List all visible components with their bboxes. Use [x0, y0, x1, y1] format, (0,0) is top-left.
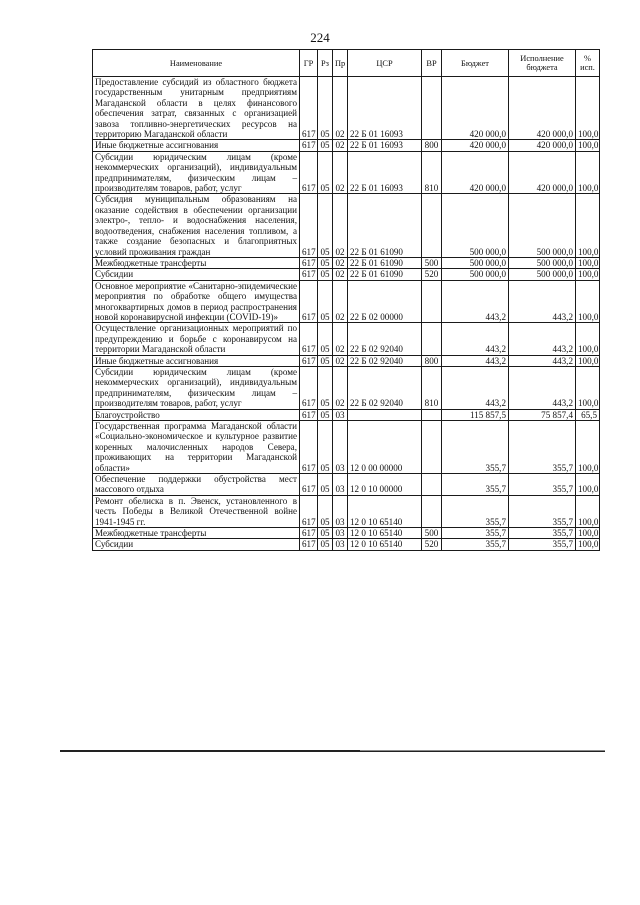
cell-name: Межбюджетные трансферты	[93, 528, 300, 539]
cell-csr: 12 0 10 65140	[348, 539, 422, 550]
cell-vr	[422, 77, 442, 140]
cell-rz: 05	[318, 421, 333, 474]
cell-budget: 420 000,0	[442, 140, 509, 151]
cell-rz: 05	[318, 495, 333, 527]
cell-percent: 100,0	[576, 257, 600, 268]
cell-percent: 100,0	[576, 151, 600, 194]
cell-vr: 810	[422, 151, 442, 194]
cell-vr: 520	[422, 269, 442, 280]
cell-pr: 03	[333, 421, 348, 474]
cell-vr: 800	[422, 355, 442, 366]
page-number: 224	[310, 30, 330, 45]
cell-percent: 100,0	[576, 280, 600, 323]
cell-pr: 03	[333, 539, 348, 550]
cell-pr: 03	[333, 474, 348, 496]
table-row	[93, 323, 600, 355]
cell-pr: 02	[333, 194, 348, 257]
cell-csr: 22 Б 01 16093	[348, 140, 422, 151]
cell-budget: 443,2	[442, 355, 509, 366]
cell-pr: 02	[333, 323, 348, 355]
cell-percent: 100,0	[576, 323, 600, 355]
cell-execution: 443,2	[509, 355, 576, 366]
table-row	[93, 269, 600, 280]
cell-gr: 617	[300, 495, 318, 527]
cell-vr	[422, 495, 442, 527]
cell-vr: 500	[422, 257, 442, 268]
cell-percent: 100,0	[576, 355, 600, 366]
cell-execution: 355,7	[509, 495, 576, 527]
table-row	[93, 77, 600, 140]
cell-budget: 355,7	[442, 474, 509, 496]
cell-vr	[422, 474, 442, 496]
cell-vr	[422, 421, 442, 474]
cell-budget: 115 857,5	[442, 409, 509, 420]
cell-rz: 05	[318, 280, 333, 323]
cell-gr: 617	[300, 77, 318, 140]
table-row	[93, 409, 600, 420]
header-gr: ГР	[300, 50, 318, 77]
cell-percent: 100,0	[576, 366, 600, 409]
cell-rz: 05	[318, 151, 333, 194]
cell-budget: 443,2	[442, 323, 509, 355]
cell-percent: 100,0	[576, 140, 600, 151]
cell-budget: 355,7	[442, 495, 509, 527]
cell-name: Межбюджетные трансферты	[93, 257, 300, 268]
cell-gr: 617	[300, 323, 318, 355]
cell-budget: 500 000,0	[442, 257, 509, 268]
cell-percent: 100,0	[576, 421, 600, 474]
cell-name: Осуществление организационных мероприятий по предупреждению и борьбе с коронавирусом на территории Магаданской области	[93, 323, 300, 355]
cell-gr: 617	[300, 421, 318, 474]
cell-name: Ремонт обелиска в п. Эвенск, установленного в честь Победы в Великой Отечественной войне 1941-1945 гг.	[93, 495, 300, 527]
cell-vr: 520	[422, 539, 442, 550]
cell-execution: 500 000,0	[509, 194, 576, 257]
header-percent: % исп.	[576, 50, 600, 77]
cell-percent: 100,0	[576, 528, 600, 539]
cell-pr: 03	[333, 409, 348, 420]
cell-csr	[348, 409, 422, 420]
cell-name: Субсидия муниципальным образованиям на оказание содействия в обеспечении организации электро-, тепло- и водоснабжения населения, водоотведения, снабжения населения топливом, а также создание безопасных и благоприятных условий проживания граждан	[93, 194, 300, 257]
cell-pr: 02	[333, 151, 348, 194]
cell-name: Предоставление субсидий из областного бюджета государственным унитарным предприятиям Магаданской области в целях финансового обеспечения затрат, связанных с организацией завоза топливно-энергетических ресурсов на территорию Магаданской области	[93, 77, 300, 140]
header-csr: ЦСР	[348, 50, 422, 77]
cell-rz: 05	[318, 140, 333, 151]
cell-budget: 500 000,0	[442, 194, 509, 257]
table-row	[93, 257, 600, 268]
cell-csr: 22 Б 02 92040	[348, 366, 422, 409]
cell-csr: 22 Б 01 61090	[348, 257, 422, 268]
table-row	[93, 151, 600, 194]
cell-gr: 617	[300, 194, 318, 257]
cell-gr: 617	[300, 280, 318, 323]
cell-pr: 02	[333, 140, 348, 151]
cell-csr: 22 Б 01 61090	[348, 194, 422, 257]
cell-pr: 03	[333, 528, 348, 539]
cell-gr: 617	[300, 151, 318, 194]
cell-gr: 617	[300, 355, 318, 366]
table-row	[93, 366, 600, 409]
cell-name: Иные бюджетные ассигнования	[93, 140, 300, 151]
cell-rz: 05	[318, 409, 333, 420]
cell-execution: 420 000,0	[509, 77, 576, 140]
table-row	[93, 421, 600, 474]
header-execution: Исполнение бюджета	[509, 50, 576, 77]
cell-budget: 420 000,0	[442, 151, 509, 194]
header-vr: ВР	[422, 50, 442, 77]
cell-gr: 617	[300, 528, 318, 539]
cell-pr: 03	[333, 495, 348, 527]
cell-rz: 05	[318, 257, 333, 268]
cell-execution: 75 857,4	[509, 409, 576, 420]
cell-name: Иные бюджетные ассигнования	[93, 355, 300, 366]
cell-name: Субсидии	[93, 269, 300, 280]
cell-pr: 02	[333, 77, 348, 140]
cell-execution: 355,7	[509, 421, 576, 474]
cell-gr: 617	[300, 269, 318, 280]
cell-pr: 02	[333, 257, 348, 268]
cell-percent: 100,0	[576, 474, 600, 496]
cell-rz: 05	[318, 269, 333, 280]
cell-rz: 05	[318, 323, 333, 355]
cell-budget: 355,7	[442, 528, 509, 539]
cell-vr	[422, 323, 442, 355]
cell-csr: 22 Б 01 61090	[348, 269, 422, 280]
cell-gr: 617	[300, 474, 318, 496]
cell-name: Основное мероприятие «Санитарно-эпидемические мероприятия по обработке общего имущества многоквартирных домов в период распространения новой коронавирусной инфекции (COVID-19)»	[93, 280, 300, 323]
cell-rz: 05	[318, 474, 333, 496]
cell-name: Государственная программа Магаданской области «Социально-экономическое и культурное развитие коренных малочисленных народов Севера, проживающих на территории Магаданской области»	[93, 421, 300, 474]
cell-vr: 810	[422, 366, 442, 409]
cell-budget: 420 000,0	[442, 77, 509, 140]
cell-pr: 02	[333, 355, 348, 366]
cell-rz: 05	[318, 539, 333, 550]
table-row	[93, 495, 600, 527]
cell-percent: 100,0	[576, 77, 600, 140]
cell-csr: 12 0 10 65140	[348, 528, 422, 539]
cell-vr	[422, 409, 442, 420]
table-row	[93, 140, 600, 151]
cell-budget: 355,7	[442, 421, 509, 474]
cell-execution: 443,2	[509, 280, 576, 323]
header-rz: Рз	[318, 50, 333, 77]
cell-name: Субсидии юридическим лицам (кроме некоммерческих организаций), индивидуальным предпринимателям, физическим лицам – производителям товаров, работ, услуг	[93, 151, 300, 194]
header-name: Наименование	[93, 50, 300, 77]
cell-execution: 355,7	[509, 528, 576, 539]
table-row	[93, 528, 600, 539]
header-pr: Пр	[333, 50, 348, 77]
cell-execution: 355,7	[509, 474, 576, 496]
cell-pr: 02	[333, 269, 348, 280]
cell-name: Субсидии	[93, 539, 300, 550]
table-row	[93, 355, 600, 366]
cell-rz: 05	[318, 77, 333, 140]
cell-csr: 22 Б 02 92040	[348, 323, 422, 355]
cell-gr: 617	[300, 539, 318, 550]
cell-budget: 355,7	[442, 539, 509, 550]
budget-table	[92, 49, 600, 551]
cell-gr: 617	[300, 257, 318, 268]
cell-percent: 100,0	[576, 495, 600, 527]
cell-gr: 617	[300, 366, 318, 409]
cell-csr: 12 0 00 00000	[348, 421, 422, 474]
cell-rz: 05	[318, 366, 333, 409]
cell-budget: 443,2	[442, 366, 509, 409]
cell-vr: 500	[422, 528, 442, 539]
footer-rule	[60, 750, 605, 752]
cell-csr: 12 0 10 00000	[348, 474, 422, 496]
cell-gr: 617	[300, 140, 318, 151]
cell-rz: 05	[318, 194, 333, 257]
cell-rz: 05	[318, 355, 333, 366]
cell-csr: 22 Б 01 16093	[348, 151, 422, 194]
cell-percent: 65,5	[576, 409, 600, 420]
cell-budget: 443,2	[442, 280, 509, 323]
cell-name: Благоустройство	[93, 409, 300, 420]
table-row	[93, 474, 600, 496]
table-row	[93, 539, 600, 550]
cell-percent: 100,0	[576, 194, 600, 257]
cell-vr	[422, 280, 442, 323]
table-row	[93, 194, 600, 257]
cell-csr: 22 Б 01 16093	[348, 77, 422, 140]
cell-execution: 443,2	[509, 366, 576, 409]
cell-execution: 500 000,0	[509, 269, 576, 280]
cell-percent: 100,0	[576, 539, 600, 550]
cell-execution: 420 000,0	[509, 140, 576, 151]
cell-gr: 617	[300, 409, 318, 420]
cell-execution: 500 000,0	[509, 257, 576, 268]
cell-csr: 12 0 10 65140	[348, 495, 422, 527]
cell-pr: 02	[333, 280, 348, 323]
header-budget: Бюджет	[442, 50, 509, 77]
cell-execution: 443,2	[509, 323, 576, 355]
cell-execution: 355,7	[509, 539, 576, 550]
cell-execution: 420 000,0	[509, 151, 576, 194]
cell-pr: 02	[333, 366, 348, 409]
cell-csr: 22 Б 02 00000	[348, 280, 422, 323]
cell-name: Субсидии юридическим лицам (кроме некоммерческих организаций), индивидуальным предпринимателям, физическим лицам – производителям товаров, работ, услуг	[93, 366, 300, 409]
cell-budget: 500 000,0	[442, 269, 509, 280]
table-header-row	[93, 50, 600, 77]
cell-csr: 22 Б 02 92040	[348, 355, 422, 366]
cell-rz: 05	[318, 528, 333, 539]
cell-vr: 800	[422, 140, 442, 151]
cell-vr	[422, 194, 442, 257]
cell-name: Обеспечение поддержки обустройства мест массового отдыха	[93, 474, 300, 496]
cell-percent: 100,0	[576, 269, 600, 280]
table-row	[93, 280, 600, 323]
